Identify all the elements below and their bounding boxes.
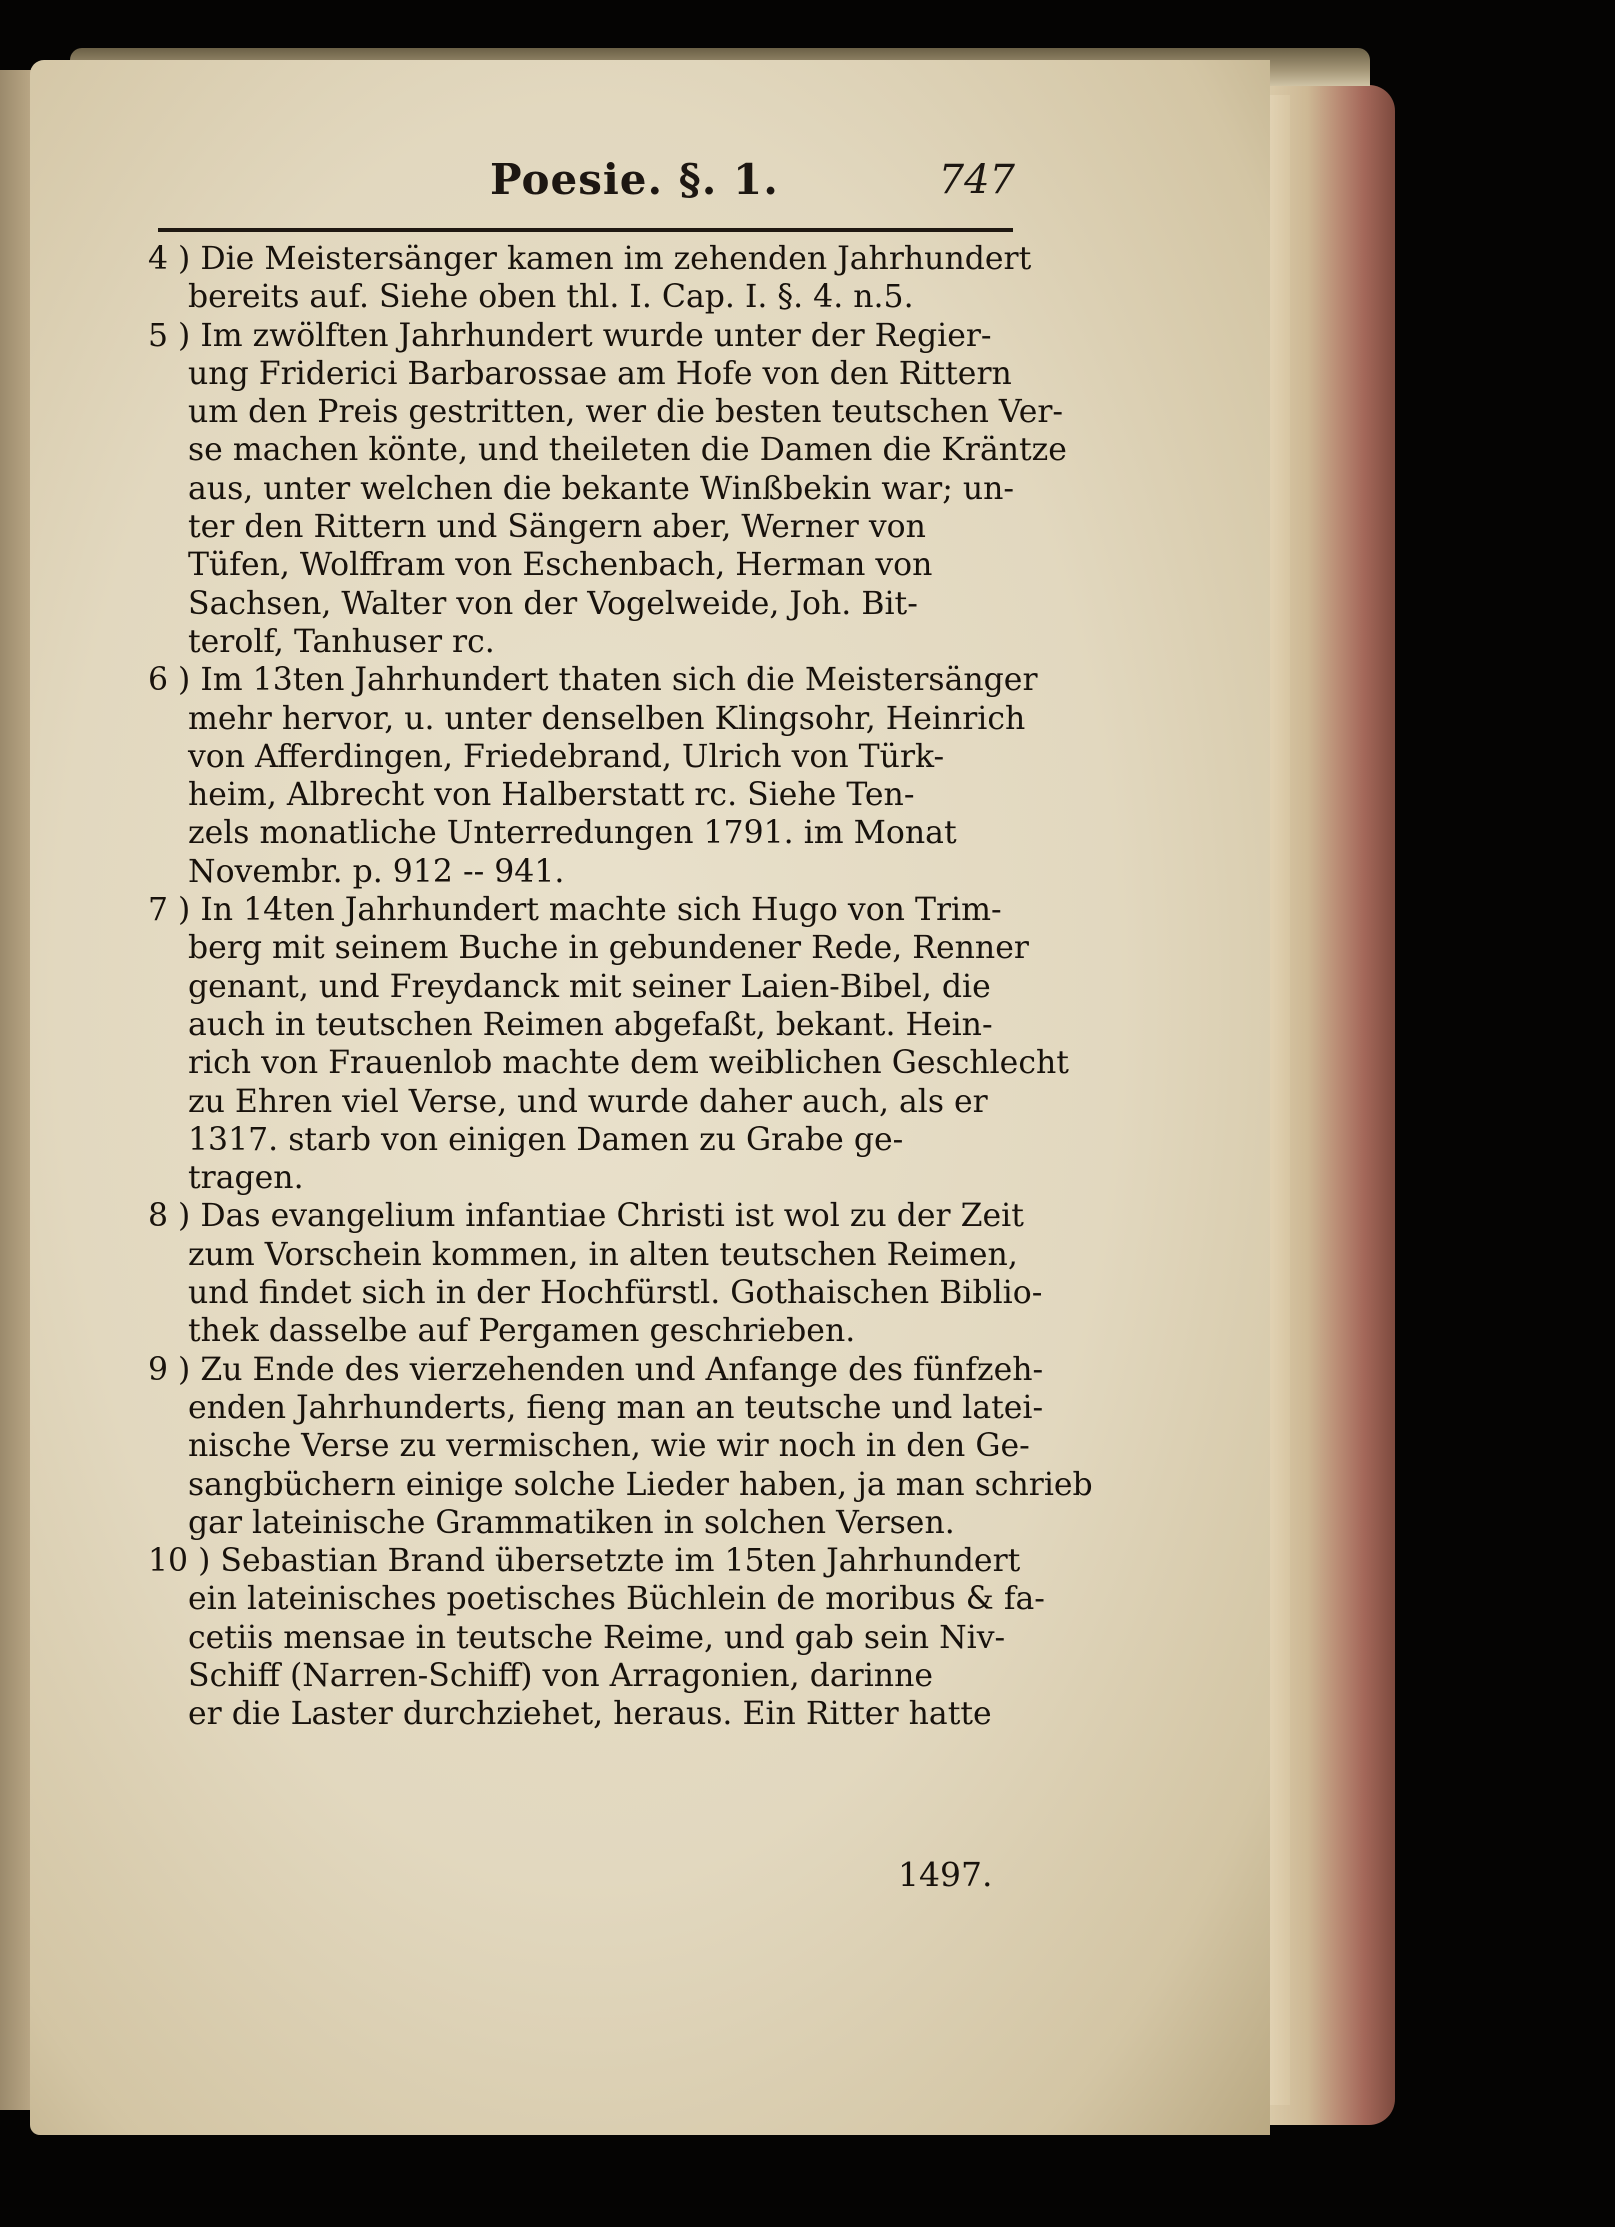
text-line: Novembr. p. 912 -- 941. — [188, 853, 565, 890]
text-line: aus, unter welchen die bekante Winßbekin war; un- — [188, 470, 1015, 507]
text-line: 5 ) Im zwölften Jahrhundert wurde unter der Regier- — [148, 317, 992, 354]
text-line: und findet sich in der Hochfürstl. Gothaischen Biblio- — [188, 1275, 1043, 1312]
text-line: se machen könte, und theileten die Damen die Kräntze — [188, 432, 1067, 469]
text-line: zu Ehren viel Verse, und wurde daher auch, als er — [188, 1083, 988, 1120]
text-line: mehr hervor, u. unter denselben Klingsohr, Heinrich — [188, 700, 1026, 737]
text-line: gar lateinische Grammatiken in solchen Versen. — [188, 1504, 955, 1541]
text-line: 9 ) Zu Ende des vierzehenden und Anfange des fünfzeh- — [148, 1351, 1044, 1388]
text-line: um den Preis gestritten, wer die besten teutschen Ver- — [188, 394, 1064, 431]
text-line: 8 ) Das evangelium infantiae Christi ist wol zu der Zeit — [148, 1198, 1024, 1235]
text-line: er die Laster durchziehet, heraus. Ein Ritter hatte — [188, 1696, 992, 1733]
running-head: Poesie. §. 1. — [490, 155, 779, 204]
catchword: 1497. — [898, 1855, 993, 1894]
text-line: 6 ) Im 13ten Jahrhundert thaten sich die Meistersänger — [148, 662, 1038, 699]
text-line: nische Verse zu vermischen, wie wir noch in den Ge- — [188, 1428, 1030, 1465]
text-line: Schiff (Narren-Schiff) von Arragonien, darinne — [188, 1657, 934, 1694]
page-number: 747 — [938, 157, 1015, 203]
text-line: enden Jahrhunderts, fieng man an teutsche und latei- — [188, 1389, 1044, 1426]
header-rule — [158, 228, 1013, 232]
page-header — [155, 155, 1015, 215]
text-line: 7 ) In 14ten Jahrhundert machte sich Hugo von Trim- — [148, 892, 1002, 929]
text-line: zum Vorschein kommen, in alten teutschen Reimen, — [188, 1236, 1018, 1273]
text-line: cetiis mensae in teutsche Reime, und gab sein Niv- — [188, 1619, 1006, 1656]
text-line: tragen. — [188, 1160, 304, 1197]
text-line: heim, Albrecht von Halberstatt rc. Siehe Ten- — [188, 777, 915, 814]
text-line: bereits auf. Siehe oben thl. I. Cap. I. §. 4. n.5. — [188, 279, 914, 316]
text-line: rich von Frauenlob machte dem weiblichen Geschlecht — [188, 1045, 1069, 1082]
text-line: ter den Rittern und Sängern aber, Werner von — [188, 509, 926, 546]
text-line: terolf, Tanhuser rc. — [188, 623, 495, 660]
text-line: auch in teutschen Reimen abgefaßt, bekant. Hein- — [188, 1006, 993, 1043]
text-line: von Afferdingen, Friedebrand, Ulrich von Türk- — [188, 738, 945, 775]
text-line: 1317. starb von einigen Damen zu Grabe ge- — [188, 1121, 904, 1158]
text-line: sangbüchern einige solche Lieder haben, ja man schrieb — [188, 1466, 1093, 1503]
text-line: 10 ) Sebastian Brand übersetzte im 15ten Jahrhundert — [148, 1543, 1021, 1580]
text-line: ung Friderici Barbarossae am Hofe von den Rittern — [188, 355, 1012, 392]
text-line: Tüfen, Wolffram von Eschenbach, Herman von — [188, 547, 933, 584]
body-text — [148, 240, 1093, 1734]
text-line: berg mit seinem Buche in gebundener Rede, Renner — [188, 930, 1029, 967]
text-line: genant, und Freydanck mit seiner Laien-Bibel, die — [188, 968, 991, 1005]
text-line: zels monatliche Unterredungen 1791. im Monat — [188, 815, 957, 852]
text-line: 4 ) Die Meistersänger kamen im zehenden Jahrhundert — [148, 241, 1032, 277]
text-line: ein lateinisches poetisches Büchlein de moribus & fa- — [188, 1581, 1045, 1618]
text-line: Sachsen, Walter von der Vogelweide, Joh. Bit- — [188, 585, 918, 622]
text-line: thek dasselbe auf Pergamen geschrieben. — [188, 1313, 856, 1350]
